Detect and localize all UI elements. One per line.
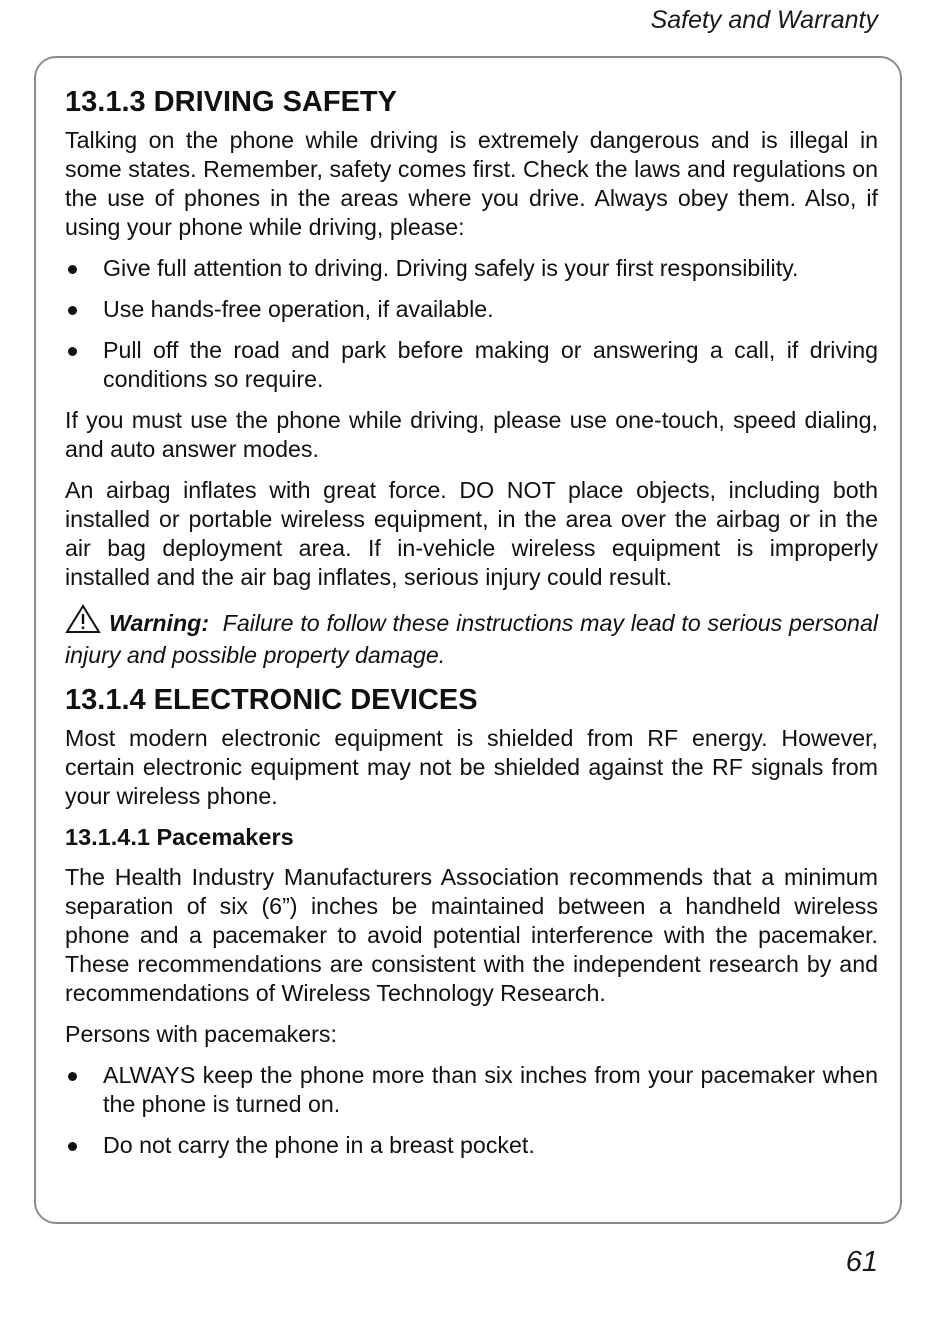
running-header: Safety and Warranty xyxy=(650,6,878,34)
warning-text: Failure to follow these instructions may lead to serious personal injury and possible property damage. xyxy=(65,610,879,668)
bullet-icon xyxy=(68,1142,77,1151)
list-item-text: ALWAYS keep the phone more than six inches from your pacemaker when the phone is turned on. xyxy=(103,1062,878,1117)
list-item-text: Use hands-free operation, if available. xyxy=(103,296,494,322)
driving-safety-intro: Talking on the phone while driving is extremely dangerous and is illegal in some states. Remember, safety comes first. Check the laws and regulations on the use of phones in the areas where you drive. Always obey them. Also, if using your phone while driving, please: xyxy=(65,127,878,240)
bullet-icon xyxy=(68,306,77,315)
section-title-electronic-devices: 13.1.4 ELECTRONIC DEVICES xyxy=(65,684,478,716)
bullet-icon xyxy=(68,1072,77,1081)
airbag-paragraph: An airbag inflates with great force. DO NOT place objects, including both installed or portable wireless equipment, in the area over the airbag or in the air bag deployment area. If in-vehicle wireless equipment is improperly installed and the air bag inflates, serious injury could result. xyxy=(65,477,878,590)
page-number: 61 xyxy=(845,1246,878,1278)
list-item xyxy=(65,254,878,283)
section-title-driving-safety: 13.1.3 DRIVING SAFETY xyxy=(65,86,397,118)
page-content xyxy=(65,80,878,1172)
list-item xyxy=(65,336,878,394)
driving-safety-list xyxy=(65,254,878,394)
pacemakers-list xyxy=(65,1061,878,1160)
list-item xyxy=(65,295,878,324)
electronic-devices-intro: Most modern electronic equipment is shielded from RF energy. However, certain electronic equipment may not be shielded against the RF signals from your wireless phone. xyxy=(65,725,878,809)
warning-note xyxy=(65,604,878,670)
list-item-text: Give full attention to driving. Driving safely is your first responsibility. xyxy=(103,255,799,281)
list-item xyxy=(65,1131,878,1160)
speed-dial-paragraph: If you must use the phone while driving, please use one-touch, speed dialing, and auto answer modes. xyxy=(65,407,878,462)
pacemakers-lead: Persons with pacemakers: xyxy=(65,1021,337,1047)
pacemakers-paragraph: The Health Industry Manufacturers Association recommends that a minimum separation of six (6”) inches be maintained between a handheld wireless phone and a pacemaker to avoid potential interference with the pacemaker. These recommendations are consistent with the independent research by and recommendations of Wireless Technology Research. xyxy=(65,864,878,1006)
bullet-icon xyxy=(68,347,77,356)
list-item-text: Do not carry the phone in a breast pocket. xyxy=(103,1132,535,1158)
subsection-title-pacemakers: 13.1.4.1 Pacemakers xyxy=(65,824,294,850)
warning-triangle-icon xyxy=(65,604,101,641)
bullet-icon xyxy=(68,265,77,274)
warning-label: Warning: xyxy=(109,610,210,636)
list-item xyxy=(65,1061,878,1119)
list-item-text: Pull off the road and park before making or answering a call, if driving conditions so require. xyxy=(103,337,878,392)
